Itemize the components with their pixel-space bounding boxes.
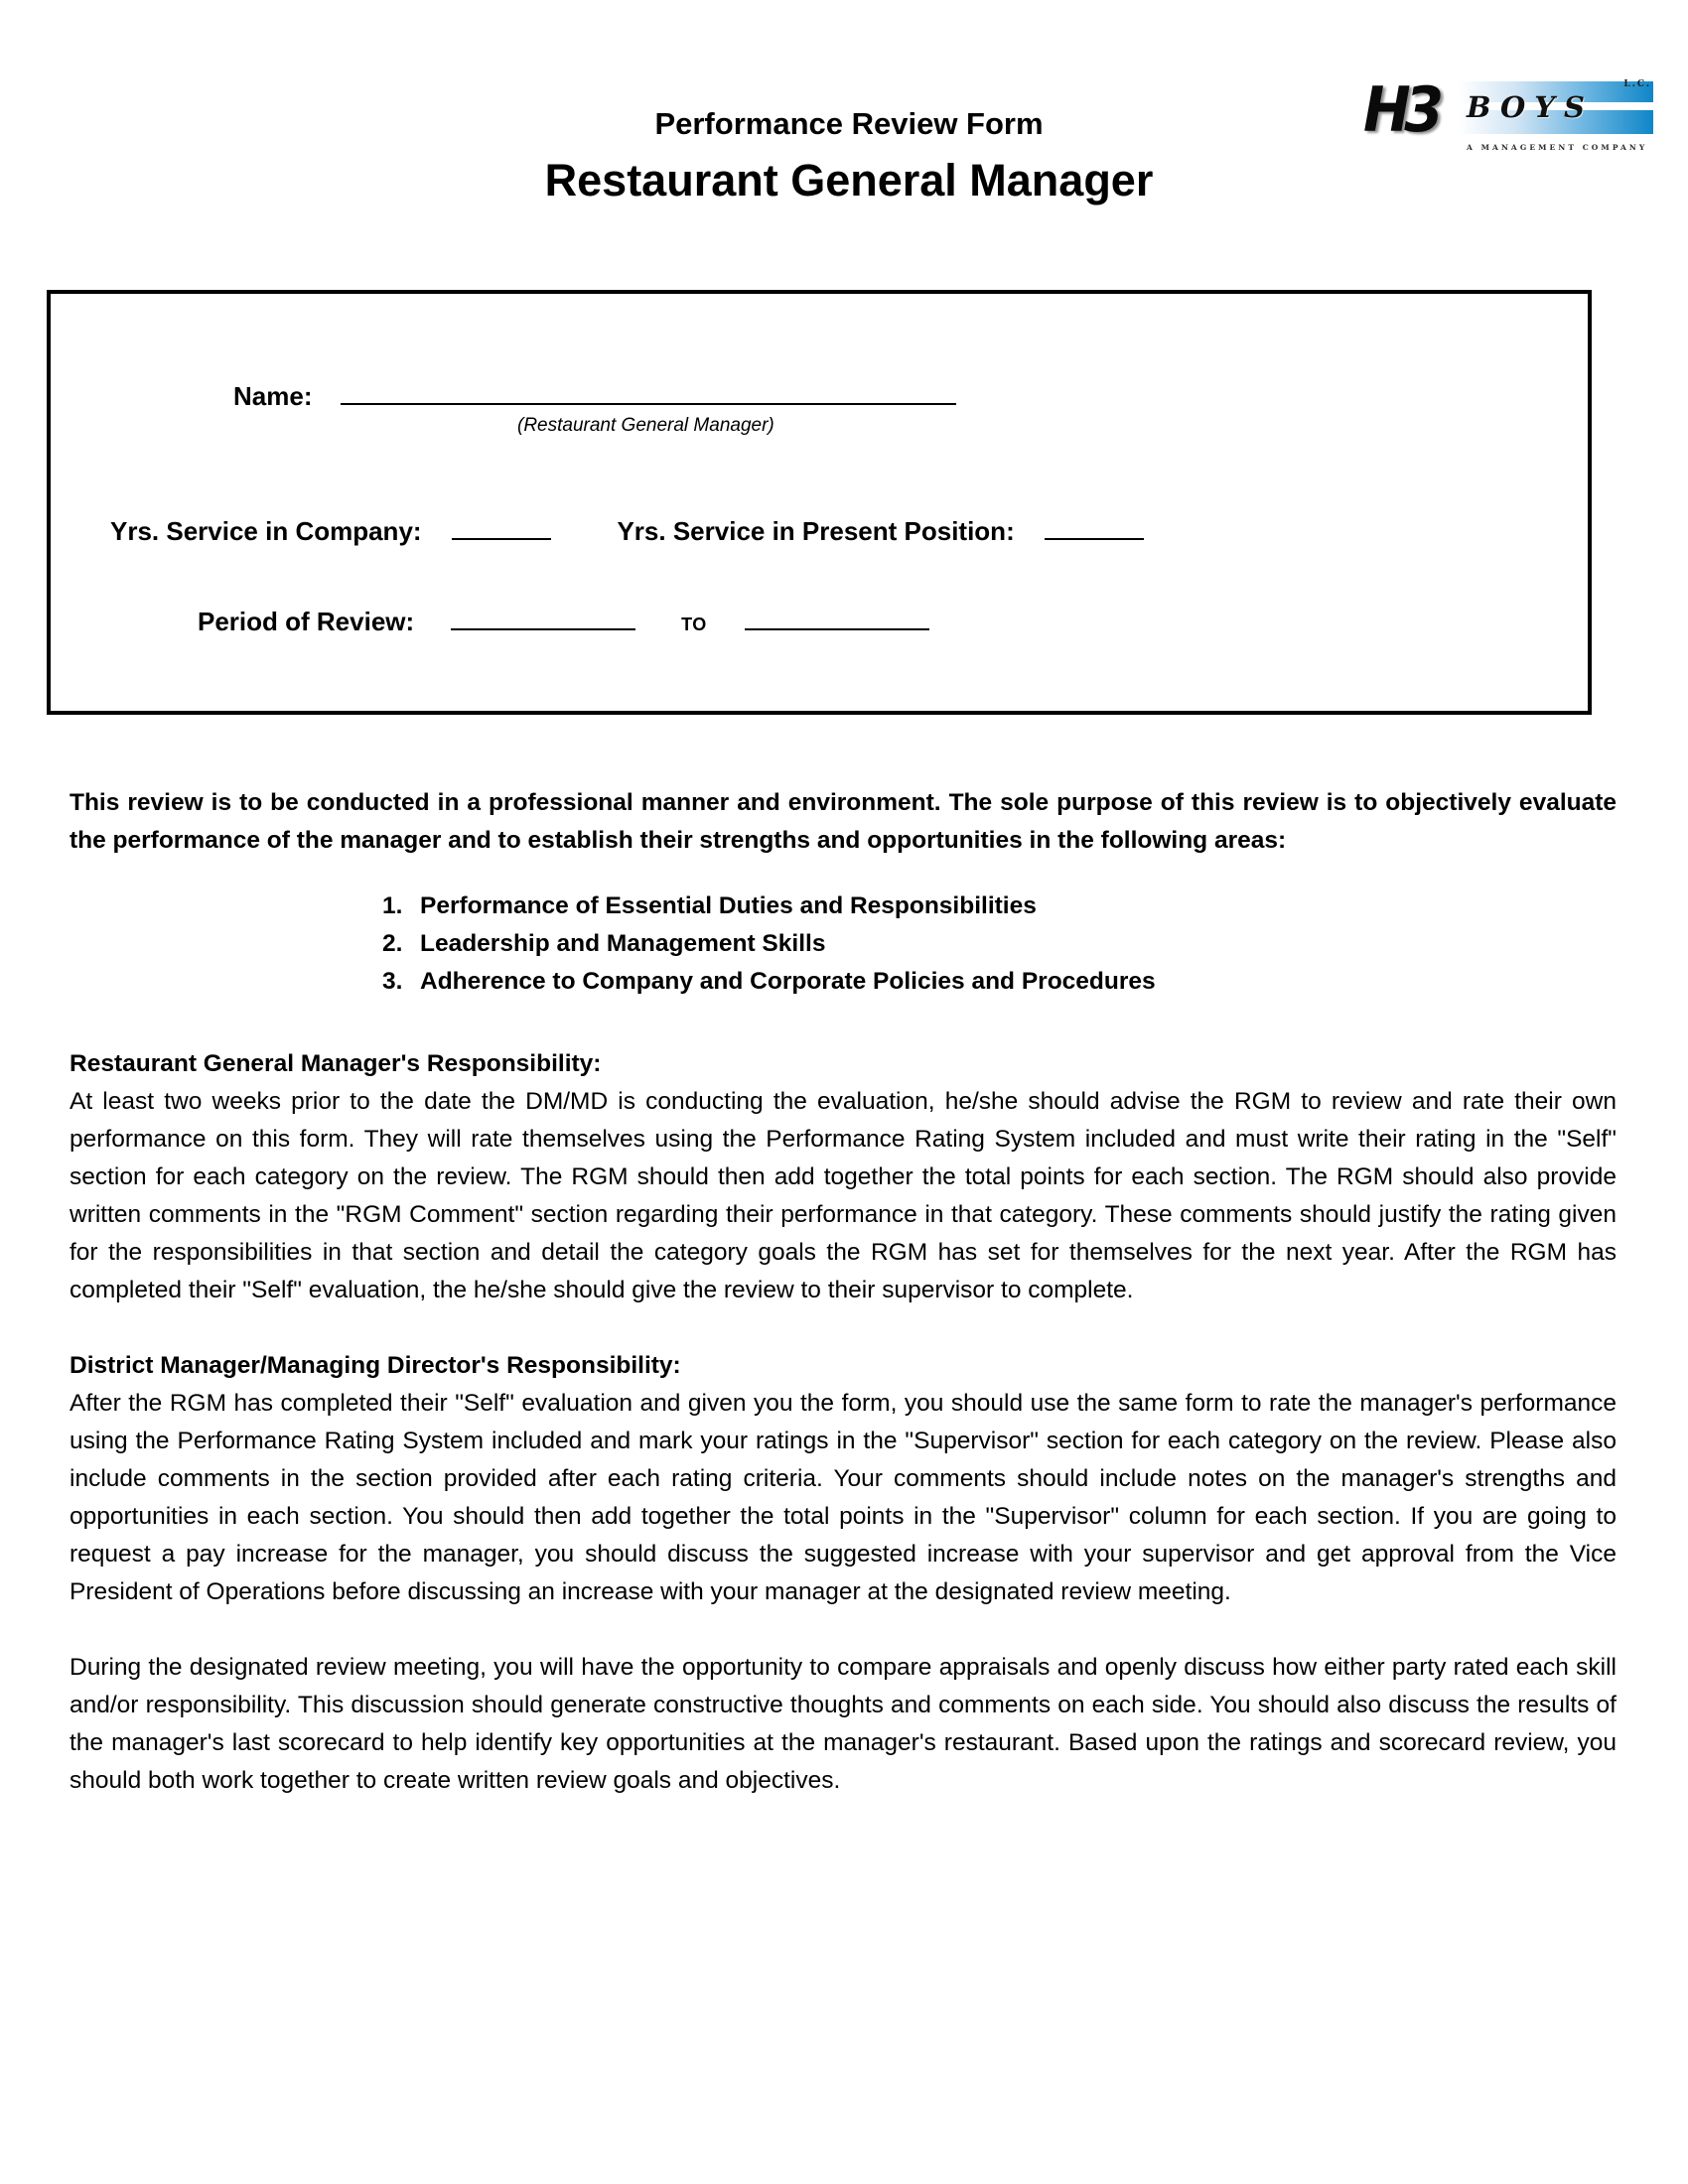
spacer <box>70 1611 1617 1649</box>
list-item <box>382 887 1617 925</box>
spacer <box>70 1001 1617 1045</box>
yrs-service-company-input[interactable] <box>452 538 551 540</box>
list-item-label: Performance of Essential Duties and Responsibilities <box>420 892 1037 919</box>
logo-wordmark: BOYS <box>1467 90 1594 124</box>
h3-mark-icon: H3 <box>1363 73 1438 146</box>
name-caption: (Restaurant General Manager) <box>517 415 774 436</box>
logo-tagline: A MANAGEMENT COMPANY <box>1467 143 1648 152</box>
name-row <box>233 381 956 412</box>
period-to-input[interactable] <box>745 628 929 630</box>
rgm-responsibility-heading: Restaurant General Manager's Responsibility: <box>70 1050 602 1077</box>
document-content <box>70 784 1617 1800</box>
list-item-number: 1. <box>382 892 403 919</box>
spacer <box>70 1309 1617 1347</box>
period-from-input[interactable] <box>451 628 635 630</box>
rgm-responsibility-body: At least two weeks prior to the date the DM/MD is conducting the evaluation, he/she should advise the RGM to review and rate their own performance on this form. They will rate themselves using the Performance Rating System included and must write their rating in the "Self" section for each category on the review. The RGM should then add together the total points for each section. The RGM should also provide written comments in the "RGM Comment" section regarding their performance in that category. These comments should justify the rating given for the responsibilities in that section and detail the category goals the RGM has set for themselves for the next year. After the RGM has completed their "Self" evaluation, the he/she should give the review to their supervisor to complete. <box>70 1088 1617 1303</box>
period-of-review-label: Period of Review: <box>198 607 415 636</box>
name-label: Name: <box>233 381 313 411</box>
yrs-service-position-input[interactable] <box>1045 538 1144 540</box>
period-to-label: TO <box>681 614 707 634</box>
page-title: Restaurant General Manager <box>544 155 1154 206</box>
yrs-service-company-label: Yrs. Service in Company: <box>110 516 422 546</box>
logo-gradient-bars <box>1459 81 1653 137</box>
intro-paragraph: This review is to be conducted in a professional manner and environment. The sole purpose of this review is to objectively evaluate the performance of the manager and to establish their strengths and opportunities in the following areas: <box>70 789 1617 854</box>
name-input[interactable] <box>341 403 956 405</box>
logo-suffix: L.C. <box>1623 79 1651 89</box>
company-logo <box>1363 68 1651 159</box>
form-subtitle: Performance Review Form <box>654 106 1044 141</box>
list-item-number: 2. <box>382 930 403 957</box>
review-areas-list <box>70 887 1617 1001</box>
dm-responsibility-body: After the RGM has completed their "Self" evaluation and given you the form, you should use the same form to rate the manager's performance using the Performance Rating System included and mark your ratings in the "Supervisor" section for each category on the review. Please also include comments in the section provided after each rating criteria. Your comments should include notes on the manager's strengths and opportunities in each section. You should then add together the total points in the "Supervisor" column for each section. If you are going to request a pay increase for the manager, you should discuss the suggested increase with your supervisor and get approval from the Vice President of Operations before discussing an increase with your manager at the designated review meeting. <box>70 1390 1617 1605</box>
years-service-row <box>110 516 1144 547</box>
list-item <box>382 963 1617 1001</box>
review-meeting-paragraph: During the designated review meeting, you will have the opportunity to compare appraisals and openly discuss how either party rated each skill and/or responsibility. This discussion should generate constructive thoughts and comments on each side. You should also discuss the results of the manager's last scorecard to help identify key opportunities at the manager's restaurant. Based upon the ratings and scorecard review, you should both work together to create written review goals and objectives. <box>70 1654 1617 1794</box>
employee-info-box <box>47 290 1592 715</box>
list-item-label: Leadership and Management Skills <box>420 930 826 957</box>
list-item-label: Adherence to Company and Corporate Policies and Procedures <box>420 968 1156 995</box>
list-item <box>382 925 1617 963</box>
period-of-review-row <box>198 607 929 637</box>
dm-responsibility-heading: District Manager/Managing Director's Responsibility: <box>70 1352 681 1379</box>
document-header <box>0 0 1688 206</box>
yrs-service-position-label: Yrs. Service in Present Position: <box>617 516 1015 546</box>
list-item-number: 3. <box>382 968 403 995</box>
